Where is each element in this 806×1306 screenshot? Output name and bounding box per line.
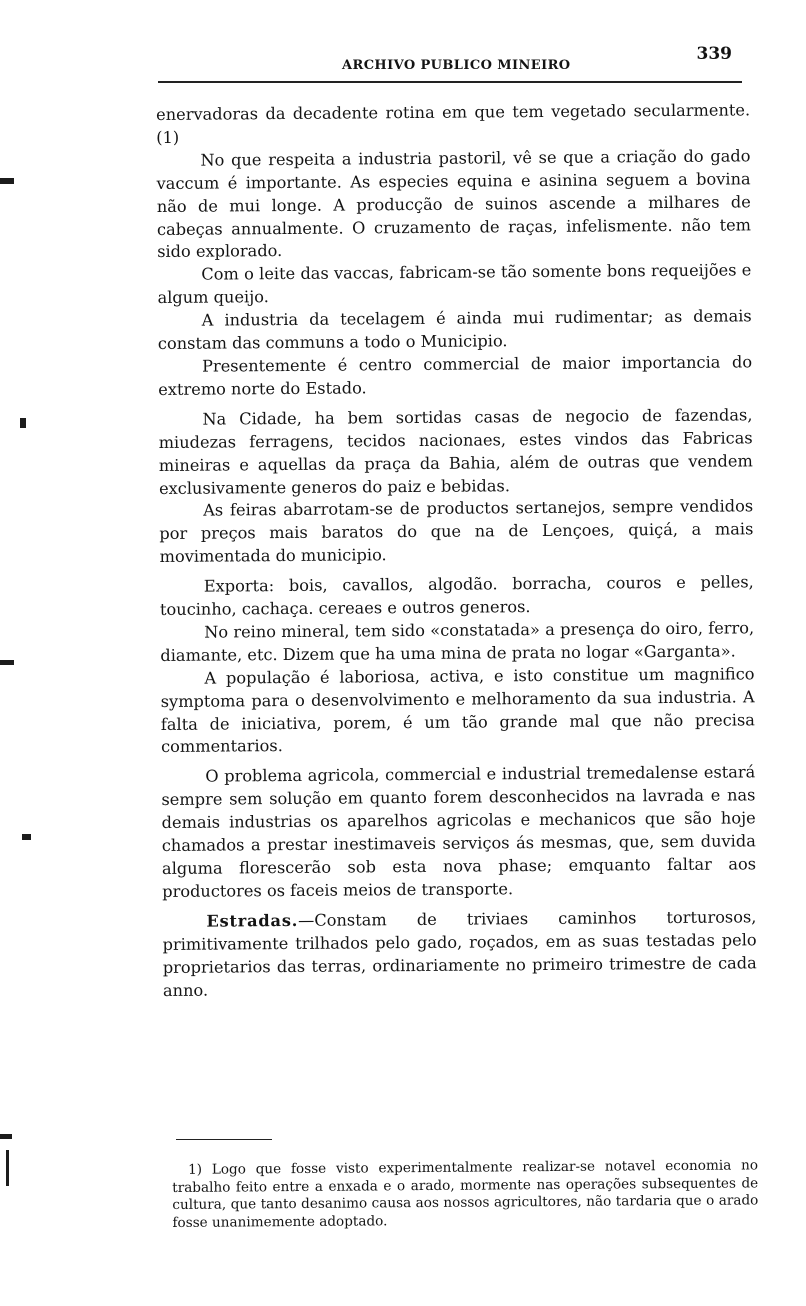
paragraph-text: —Constam de triviaes caminhos torturosos, primitivamente trilhados pelo gado, roçados, em as suas testadas pelo proprietarios das terras, ordinariamente no primeiro trimestre de cada anno.: [162, 907, 757, 1000]
margin-mark: [6, 1150, 9, 1186]
margin-mark: [20, 418, 26, 428]
margin-mark: [0, 178, 14, 184]
footnote-rule: [176, 1139, 272, 1140]
margin-mark: [0, 1134, 12, 1139]
paragraph: Presentemente é centro commercial de maior importancia do extremo norte do Estado.: [158, 352, 753, 399]
paragraph: Com o leite das vaccas, fabricam-se tão somente bons requeijões e algum queijo.: [157, 260, 752, 308]
footnote: 1) Logo que fosse visto experimentalmente realizar-se notavel economia no trabalho feito entre a enxada e o arado, mormente nas operações subsequentes de cultura, que tanto desanimo causa aos nossos agricultores, não tardaria que o arado fosse unanimemente adoptado.: [172, 1157, 759, 1231]
paragraph: No que respeita a industria pastoril, vê se que a criação do gado vaccum é importante. As especies equina e asinina seguem a bovina não de mui longe. A producção de suinos ascende a milhares de cabeças annualmente. O cruzamento de raças, infelismente. não tem sido explorado.: [156, 146, 752, 262]
paragraph: As feiras abarrotam-se de productos sertanejos, sempre vendidos por preços mais baratos do que na de Lençoes, quiçá, a mais movimentada do municipio.: [159, 496, 754, 567]
paragraph: enervadoras da decadente rotina em que tem vegetado secularmente. (1): [156, 100, 751, 147]
margin-mark: [0, 660, 14, 665]
paragraph: Na Cidade, ha bem sortidas casas de negocio de fazendas, miudezas ferragens, tecidos nacionaes, estes vindos das Fabricas mineiras e aquellas da praça da Bahia, além de outras que vendem exclusivamente generos do paiz e bebidas.: [158, 405, 753, 498]
page-header: [158, 38, 742, 98]
paragraph-estradas: [162, 906, 757, 1002]
header-rule: [158, 81, 742, 83]
section-label-estradas: Estradas.: [206, 910, 299, 931]
paragraph: Exporta: bois, cavallos, algodão. borracha, couros e pelles, toucinho, cachaça. cereaes e outros generos.: [159, 572, 754, 620]
page-number: 339: [696, 44, 732, 64]
paragraph: O problema agricola, commercial e industrial tremedalense estará sempre sem solução em quanto forem desconhecidos na lavrada e nas demais industrias os aparelhos agricolas e mechanicos que são hoje chamados a prestar inestimaveis serviços ás mesmas, que, sem duvida alguma florescerão sob esta nova phase; emquanto faltar aos productores os faceis meios de transporte.: [161, 762, 757, 901]
body-text: [156, 99, 757, 1002]
paragraph: A população é laboriosa, activa, e isto constitue um magnifico symptoma para o desenvolvimento e melhoramento da sua industria. A falta de iniciativa, porem, é um tão grande mal que não precisa commentarios.: [160, 664, 755, 757]
running-title: ARCHIVO PUBLICO MINEIRO: [342, 58, 571, 73]
margin-mark: [22, 834, 31, 840]
paragraph: A industria da tecelagem é ainda mui rudimentar; as demais constam das communs a todo o Municipio.: [157, 306, 752, 354]
paragraph: No reino mineral, tem sido «constatada» a presença do oiro, ferro, diamante, etc. Dizem que ha uma mina de prata no logar «Garganta».: [160, 618, 755, 665]
